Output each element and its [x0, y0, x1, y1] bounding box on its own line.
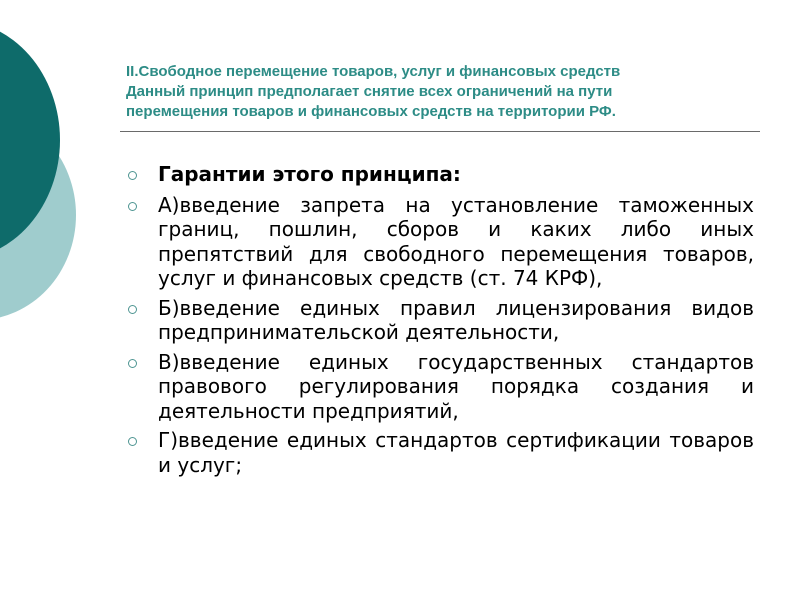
- list-item: [126, 162, 754, 187]
- list-item: [126, 296, 754, 345]
- list-item: [126, 350, 754, 424]
- title-divider: [120, 131, 760, 132]
- circle-bullet-icon: [128, 437, 137, 446]
- bullet-list: [126, 162, 754, 482]
- list-item: [126, 428, 754, 477]
- title-line-1: II.Свободное перемещение товаров, услуг и финансовых средств: [126, 63, 621, 80]
- list-item-text: Г)введение единых стандартов сертификации товаров и услуг;: [158, 428, 754, 477]
- list-item: [126, 193, 754, 291]
- circle-bullet-icon: [128, 359, 137, 368]
- circle-bullet-icon: [128, 171, 137, 180]
- list-item-text: Б)введение единых правил лицензирования видов предпринимательской деятельности,: [158, 295, 754, 344]
- title-line-3: перемещения товаров и финансовых средств на территории РФ.: [126, 103, 616, 120]
- list-item-text: Гарантии этого принципа:: [158, 162, 461, 186]
- circle-bullet-icon: [128, 305, 137, 314]
- title-line-2: Данный принцип предполагает снятие всех ограничений на пути: [126, 83, 613, 100]
- circle-bullet-icon: [128, 202, 137, 211]
- list-item-text: А)введение запрета на установление таможенных границ, пошлин, сборов и каких либо иных препятствий для свободного перемещения товаров, услуг и финансовых средств (ст. 74 КРФ),: [158, 192, 754, 290]
- decorative-circles: [0, 0, 120, 600]
- slide-title: [126, 62, 766, 122]
- list-item-text: В)введение единых государственных стандартов правового регулирования порядка создания и деятельности предприятий,: [158, 349, 754, 423]
